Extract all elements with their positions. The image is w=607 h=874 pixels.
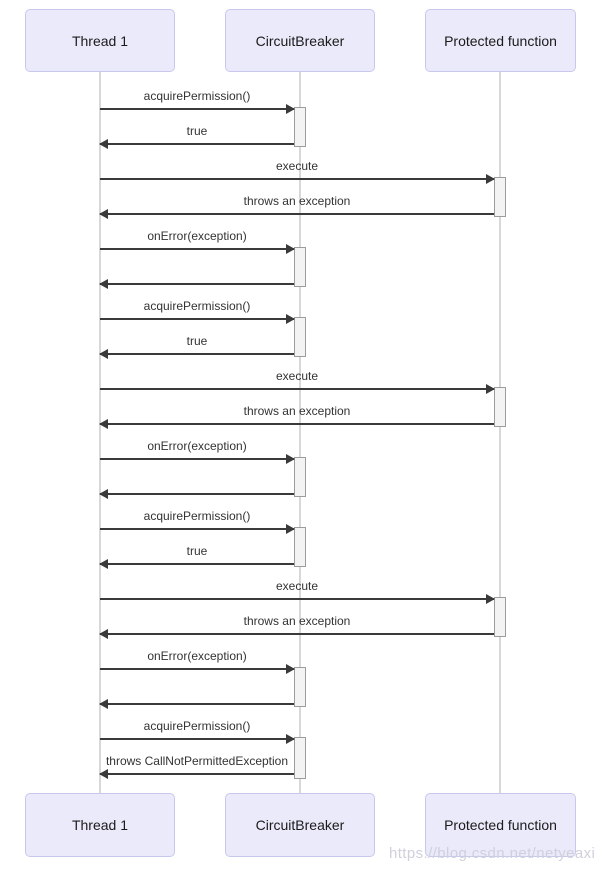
participant-label: Protected function <box>444 817 557 833</box>
message-arrow <box>100 703 294 705</box>
message-label: true <box>186 544 208 558</box>
activation-bar-circuitbreaker <box>294 737 306 779</box>
activation-bar-circuitbreaker <box>294 107 306 147</box>
activation-bar-circuitbreaker <box>294 527 306 567</box>
message-arrow <box>100 738 294 740</box>
activation-bar-protected-function <box>494 597 506 637</box>
lifeline-thread-1 <box>99 72 101 793</box>
message-arrow <box>100 143 294 145</box>
participant-thread-1-top <box>25 9 175 72</box>
participant-label: Protected function <box>444 32 557 49</box>
message-arrow <box>100 563 294 565</box>
message-arrow <box>100 773 294 775</box>
participant-label: Thread 1 <box>71 817 129 833</box>
message-arrow <box>100 248 294 250</box>
message-arrow <box>100 108 294 110</box>
activation-bar-protected-function <box>494 387 506 427</box>
message-arrow <box>100 528 294 530</box>
activation-bar-circuitbreaker <box>294 457 306 497</box>
message-arrow <box>100 213 494 215</box>
message-arrow <box>100 318 294 320</box>
message-arrow <box>100 493 294 495</box>
message-label: onError(exception) <box>147 229 247 243</box>
message-arrow <box>100 353 294 355</box>
message-label: acquirePermission() <box>143 299 251 313</box>
message-arrow <box>100 598 494 600</box>
participant-circuitbreaker-top <box>225 9 375 72</box>
activation-bar-circuitbreaker <box>294 317 306 357</box>
message-label: onError(exception) <box>147 649 247 663</box>
message-label: true <box>186 124 208 138</box>
activation-bar-circuitbreaker <box>294 667 306 707</box>
message-label: true <box>186 334 208 348</box>
message-arrow <box>100 178 494 180</box>
message-label: throws an exception <box>243 404 351 418</box>
message-arrow <box>100 283 294 285</box>
message-arrow <box>100 668 294 670</box>
watermark: https://blog.csdn.net/netyeaxi <box>389 845 596 862</box>
message-label: throws an exception <box>243 614 351 628</box>
participant-label: CircuitBreaker <box>255 32 345 49</box>
message-label: throws an exception <box>243 194 351 208</box>
activation-bar-protected-function <box>494 177 506 217</box>
message-label: throws CallNotPermittedException <box>105 754 289 768</box>
message-arrow <box>100 458 294 460</box>
message-label: execute <box>275 159 319 173</box>
participant-label: Thread 1 <box>71 32 129 49</box>
participant-protected-function-top <box>425 9 576 72</box>
message-label: acquirePermission() <box>143 719 251 733</box>
participant-circuitbreaker-bottom <box>225 793 375 857</box>
participant-thread-1-bottom <box>25 793 175 857</box>
message-arrow <box>100 633 494 635</box>
participant-label: CircuitBreaker <box>255 817 345 833</box>
message-label: execute <box>275 579 319 593</box>
message-arrow <box>100 423 494 425</box>
message-label: acquirePermission() <box>143 89 251 103</box>
message-label: acquirePermission() <box>143 509 251 523</box>
message-label: onError(exception) <box>147 439 247 453</box>
message-arrow <box>100 388 494 390</box>
activation-bar-circuitbreaker <box>294 247 306 287</box>
message-label: execute <box>275 369 319 383</box>
